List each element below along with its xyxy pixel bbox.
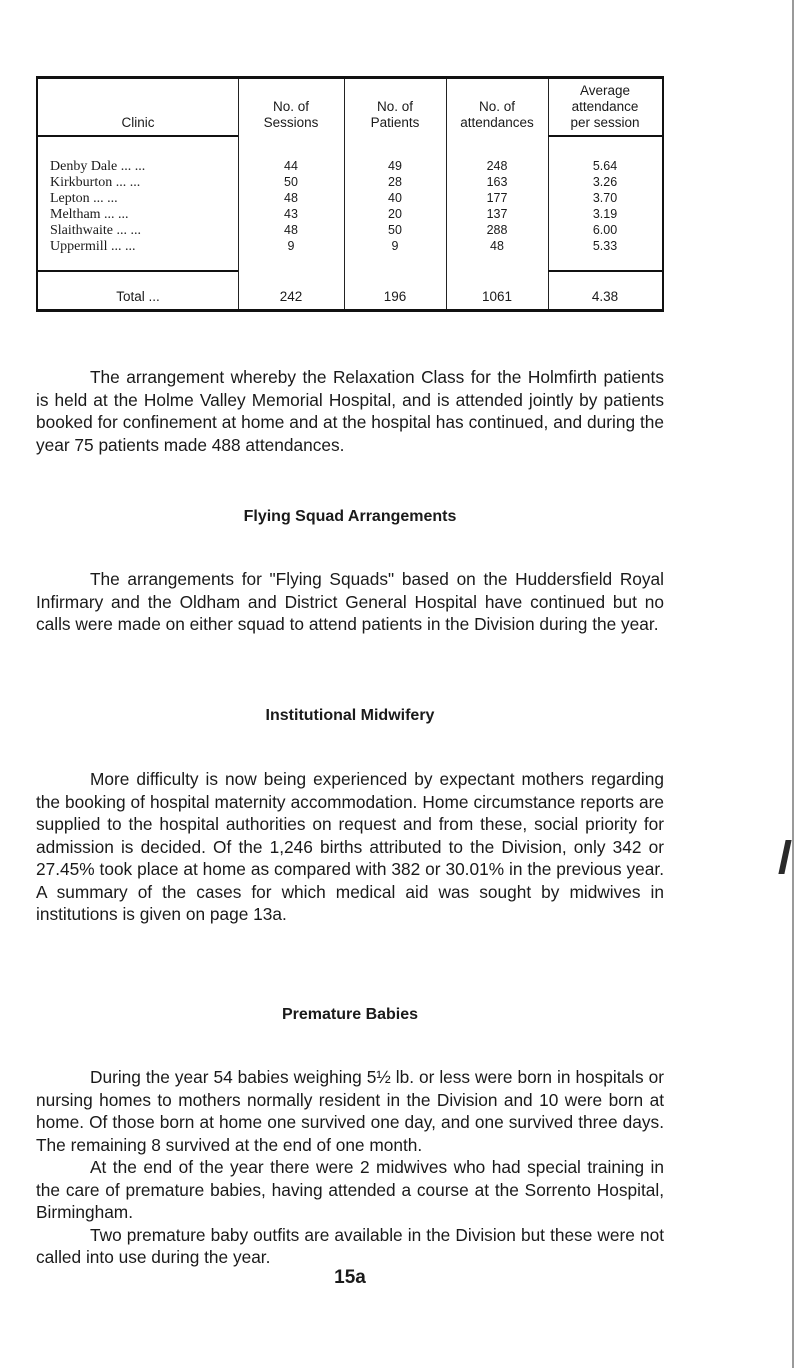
page-edge-line xyxy=(792,0,794,1368)
patients-cell: 9 xyxy=(391,239,399,253)
header-attendances: No. of attendances xyxy=(460,99,534,130)
clinic-table xyxy=(36,76,664,312)
premature-text-1: During the year 54 babies weighing 5½ lb. or less were born in hospitals or nursing homes to mothers normally resident in the Division and 10 were born at home. Of those born at home one survived one day, and one survived three days. The remaining 8 survived at the end of one month. xyxy=(36,1067,664,1155)
header-rule xyxy=(38,135,238,137)
total-attendances: 1061 xyxy=(481,289,513,304)
clinic-name: Uppermill ... ... xyxy=(50,239,136,254)
page-number: 15a xyxy=(334,1267,366,1288)
header-average: Average attendance per session xyxy=(570,83,640,130)
table-row xyxy=(38,159,662,176)
clinic-name: Denby Dale ... ... xyxy=(50,159,146,174)
average-cell: 5.33 xyxy=(592,239,618,253)
clinic-name: Kirkburton ... ... xyxy=(50,175,141,190)
premature-text-3: Two premature baby outfits are available in the Division but these were not called into use during the year. xyxy=(36,1224,664,1267)
total-rule xyxy=(548,270,662,272)
patients-cell: 20 xyxy=(388,207,402,221)
average-cell: 3.70 xyxy=(592,191,618,205)
midwifery-text: More difficulty is now being experienced by expectant mothers regarding the booking of hospital maternity accommodation. Home circumstance reports are supplied to the hospital authorities on request and from these, social priority for admission is decided. Of the 1,246 births attributed to the Division, only 342 or 27.45% took place at home as compared with 382 or 30.01% in the previous year. A summary of the cases for which medical aid was sought by midwives in institutions is given on page 13a. xyxy=(36,769,664,924)
sessions-cell: 48 xyxy=(284,191,298,205)
total-label: Total ... xyxy=(116,289,160,304)
table-row xyxy=(38,223,662,240)
attendances-cell: 163 xyxy=(486,175,508,189)
flying-squad-heading: Flying Squad Arrangements xyxy=(243,508,457,525)
table-row xyxy=(38,191,662,208)
sessions-cell: 50 xyxy=(284,175,298,189)
flying-squad-paragraph xyxy=(36,568,664,636)
patients-cell: 50 xyxy=(388,223,402,237)
patients-cell: 28 xyxy=(388,175,402,189)
sessions-cell: 43 xyxy=(284,207,298,221)
margin-mark xyxy=(778,840,791,874)
table-row xyxy=(38,207,662,224)
relaxation-text: The arrangement whereby the Relaxation Class for the Holmfirth patients is held at the Holme Valley Memorial Hospital, and is attended jointly by patients booked for confinement at home and at the hospital has continued, and during the year 75 patients made 488 attendances. xyxy=(36,367,664,455)
total-rule xyxy=(38,270,238,272)
attendances-cell: 137 xyxy=(486,207,508,221)
table-row xyxy=(38,175,662,192)
clinic-name: Meltham ... ... xyxy=(50,207,129,222)
attendances-cell: 177 xyxy=(486,191,508,205)
premature-babies-heading: Premature Babies xyxy=(281,1006,419,1023)
premature-text-2: At the end of the year there were 2 midwives who had special training in the care of premature babies, having attended a course at the Sorrento Hospital, Birmingham. xyxy=(36,1157,664,1222)
institutional-midwifery-heading: Institutional Midwifery xyxy=(265,707,435,724)
premature-paragraphs xyxy=(36,1066,664,1269)
sessions-cell: 44 xyxy=(284,159,298,173)
average-cell: 3.19 xyxy=(592,207,618,221)
header-sessions: No. of Sessions xyxy=(263,99,319,130)
attendances-cell: 248 xyxy=(486,159,508,173)
patients-cell: 49 xyxy=(388,159,402,173)
total-patients: 196 xyxy=(383,289,407,304)
sessions-cell: 48 xyxy=(284,223,298,237)
total-average: 4.38 xyxy=(591,289,619,304)
average-cell: 6.00 xyxy=(592,223,618,237)
average-cell: 3.26 xyxy=(592,175,618,189)
header-patients: No. of Patients xyxy=(370,99,420,130)
header-clinic: Clinic xyxy=(121,115,155,130)
flying-squad-text: The arrangements for "Flying Squads" based on the Huddersfield Royal Infirmary and the Oldham and District General Hospital have continued but no calls were made on either squad to attend patients in the Division during the year. xyxy=(36,569,664,634)
attendances-cell: 288 xyxy=(486,223,508,237)
table-row xyxy=(38,239,662,256)
clinic-name: Slaithwaite ... ... xyxy=(50,223,141,238)
header-rule xyxy=(548,135,662,137)
clinic-name: Lepton ... ... xyxy=(50,191,118,206)
attendances-cell: 48 xyxy=(490,239,504,253)
midwifery-paragraph xyxy=(36,768,664,926)
average-cell: 5.64 xyxy=(592,159,618,173)
patients-cell: 40 xyxy=(388,191,402,205)
sessions-cell: 9 xyxy=(287,239,295,253)
relaxation-paragraph xyxy=(36,366,664,456)
total-sessions: 242 xyxy=(279,289,303,304)
